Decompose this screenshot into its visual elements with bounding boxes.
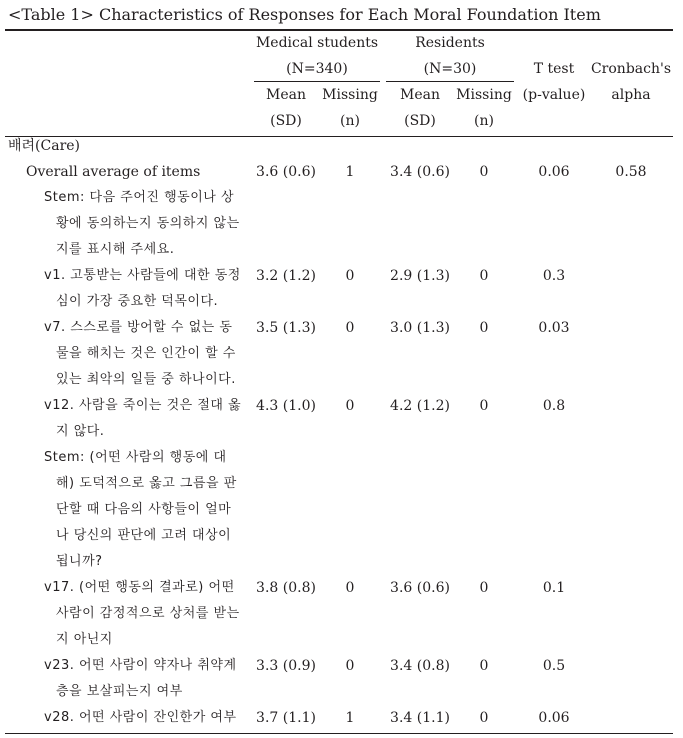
- item-v12-med-missing: 0: [345, 398, 355, 414]
- header-medical-n: (N=340): [286, 61, 348, 77]
- item-v28-med-missing: 1: [345, 710, 355, 726]
- header-res-mean: Mean: [400, 87, 440, 103]
- item-v17-text: v17. (어떤 행동의 결과로) 어떤: [44, 580, 235, 595]
- header-res-missing: Missing: [456, 87, 512, 103]
- item-v1-text: v1. 고통받는 사람들에 대한 동정: [44, 268, 241, 283]
- item-v12-med-mean: 4.3 (1.0): [256, 398, 316, 414]
- header-med-sd: (SD): [270, 113, 302, 129]
- item-v23-text: v23. 어떤 사람이 약자나 취약계: [44, 658, 237, 673]
- header-bottom-rule: [5, 136, 673, 137]
- item-v7-p-value: 0.03: [538, 320, 570, 336]
- header-res-sd: (SD): [404, 113, 436, 129]
- item-v1-res-missing: 0: [479, 268, 489, 284]
- item-v7-med-missing: 0: [345, 320, 355, 336]
- stem2-line: 나 당신의 판단에 고려 대상이: [56, 528, 232, 543]
- item-v7-text: 있는 최악의 일들 중 하나이다.: [56, 372, 236, 387]
- overall-med-mean: 3.6 (0.6): [256, 164, 316, 180]
- item-v7-res-missing: 0: [479, 320, 489, 336]
- item-v1-res-mean: 2.9 (1.3): [390, 268, 450, 284]
- header-cronbach: Cronbach's: [590, 61, 672, 77]
- stem1-line: 황에 동의하는지 동의하지 않는: [56, 216, 240, 231]
- item-v7-med-mean: 3.5 (1.3): [256, 320, 316, 336]
- item-v1-med-missing: 0: [345, 268, 355, 284]
- stem2-line: 됩니까?: [56, 554, 103, 569]
- overall-med-missing: 1: [345, 164, 355, 180]
- header-ttest: T test: [533, 61, 575, 77]
- item-v7-text: v7. 스스로를 방어할 수 없는 동: [44, 320, 233, 335]
- item-v12-res-mean: 4.2 (1.2): [390, 398, 450, 414]
- header-res-n: (n): [474, 113, 494, 129]
- stem2-line: Stem: (어떤 사람의 행동에 대: [44, 450, 227, 465]
- stem1-line: 지를 표시해 주세요.: [56, 242, 175, 257]
- header-medical-students: Medical students: [255, 35, 379, 51]
- item-v17-res-missing: 0: [479, 580, 489, 596]
- item-v23-res-missing: 0: [479, 658, 489, 674]
- header-alpha: alpha: [611, 87, 651, 103]
- item-v23-text: 층을 보살피는지 여부: [56, 684, 183, 699]
- item-v23-med-mean: 3.3 (0.9): [256, 658, 316, 674]
- header-pvalue: (p-value): [522, 87, 586, 103]
- item-v17-text: 사람이 감정적으로 상처를 받는: [56, 606, 240, 621]
- section-care-label: 배려(Care): [8, 138, 81, 154]
- item-v28-med-mean: 3.7 (1.1): [256, 710, 316, 726]
- overall-p-value: 0.06: [538, 164, 570, 180]
- item-v17-med-mean: 3.8 (0.8): [256, 580, 316, 596]
- header-residents-n: (N=30): [423, 61, 477, 77]
- item-v23-med-missing: 0: [345, 658, 355, 674]
- stem2-line: 단할 때 다음의 사항들이 얼마: [56, 502, 232, 517]
- header-med-missing: Missing: [322, 87, 378, 103]
- overall-label: Overall average of items: [26, 164, 201, 180]
- item-v17-res-mean: 3.6 (0.6): [390, 580, 450, 596]
- item-v12-text: v12. 사람을 죽이는 것은 절대 옳: [44, 398, 242, 413]
- overall-res-mean: 3.4 (0.6): [390, 164, 450, 180]
- overall-alpha: 0.58: [615, 164, 647, 180]
- item-v17-med-missing: 0: [345, 580, 355, 596]
- item-v7-text: 물을 해치는 것은 인간이 할 수: [56, 346, 236, 361]
- table-bottom-rule: [5, 733, 673, 734]
- item-v23-p-value: 0.5: [542, 658, 566, 674]
- header-med-mean: Mean: [266, 87, 306, 103]
- stem1-line: Stem: 다음 주어진 행동이나 상: [44, 190, 235, 205]
- item-v23-res-mean: 3.4 (0.8): [390, 658, 450, 674]
- item-v12-res-missing: 0: [479, 398, 489, 414]
- overall-res-missing: 0: [479, 164, 489, 180]
- item-v28-text: v28. 어떤 사람이 잔인한가 여부: [44, 710, 237, 725]
- item-v28-p-value: 0.06: [538, 710, 570, 726]
- header-residents: Residents: [415, 35, 485, 51]
- item-v1-med-mean: 3.2 (1.2): [256, 268, 316, 284]
- item-v1-text: 심이 가장 중요한 덕목이다.: [56, 294, 219, 309]
- item-v28-res-mean: 3.4 (1.1): [390, 710, 450, 726]
- table-caption: <Table 1> Characteristics of Responses for Each Moral Foundation Item: [8, 5, 601, 24]
- item-v7-res-mean: 3.0 (1.3): [390, 320, 450, 336]
- item-v12-p-value: 0.8: [542, 398, 566, 414]
- header-med-n: (n): [340, 113, 360, 129]
- item-v12-text: 지 않다.: [56, 424, 105, 439]
- item-v17-p-value: 0.1: [542, 580, 566, 596]
- item-v17-text: 지 아닌지: [56, 632, 113, 647]
- stem2-line: 해) 도덕적으로 옳고 그름을 판: [56, 476, 237, 491]
- item-v1-p-value: 0.3: [542, 268, 566, 284]
- item-v28-res-missing: 0: [479, 710, 489, 726]
